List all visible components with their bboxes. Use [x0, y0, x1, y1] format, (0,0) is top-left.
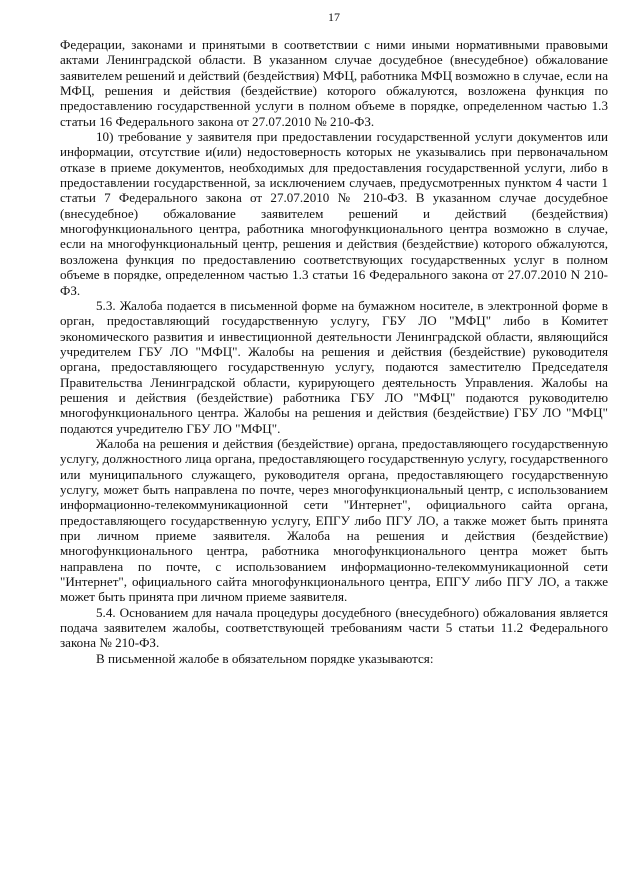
paragraph-continuation: Федерации, законами и принятыми в соответствии с ними иными нормативными правовыми актами Ленинградской области. В указанном случае досудебное (внесудебное) обжалование заявителем решений и действий (бездействия) МФЦ, работника МФЦ возможно в случае, если на МФЦ, решения и действия (бездействие) которого обжалуются, возложена функция по предоставлению государственной услуги в полном объеме в порядке, определенном частью 1.3 статьи 16 Федерального закона от 27.07.2010 № 210-ФЗ. — [60, 37, 608, 129]
paragraph-5-4: 5.4. Основанием для начала процедуры досудебного (внесудебного) обжалования является подача заявителем жалобы, соответствующей требованиям части 5 статьи 11.2 Федерального закона № 210-ФЗ. — [60, 604, 608, 651]
page-number: 17 — [328, 10, 340, 24]
paragraph-complaint-channels: Жалоба на решения и действия (бездействие) органа, предоставляющего государственную услугу, должностного лица органа, предоставляющего государственную услугу, государственного или муниципального служащего, руководителя органа, предоставляющего государственную услугу, может быть направлена по почте, через многофункциональный центр, с использованием информационно-телекоммуникационной сети "Интернет", официального сайта органа, предоставляющего государственную услугу, ЕПГУ либо ПГУ ЛО, а также может быть принята при личном приеме заявителя. Жалоба на решения и действия (бездействие) многофункционального центра, работника многофункционального центра может быть направлена по почте, с использованием информационно-телекоммуникационной сети "Интернет", официального сайта многофункционального центра, ЕПГУ либо ПГУ ЛО, а также может быть принята при личном приеме заявителя. — [60, 435, 608, 605]
paragraph-item-10: 10) требование у заявителя при предоставлении государственной услуги документов или информации, отсутствие и(или) недостоверность которых не указывались при первоначальном отказе в приеме документов, необходимых для предоставления государственной услуги, либо в предоставлении государственной, за исключением случаев, предусмотренных пунктом 4 части 1 статьи 7 Федерального закона от 27.07.2010 № 210-ФЗ. В указанном случае досудебное (внесудебное) обжалование заявителем решений и действий (бездействия) многофункционального центра, работника многофункционального центра возможно в случае, если на многофункциональный центр, решения и действия (бездействие) которого обжалуются, возложена функция по предоставлению соответствующих государственных услуг в полном объеме в порядке, определенном частью 1.3 статьи 16 Федерального закона от 27.07.2010 N 210-ФЗ. — [60, 129, 608, 298]
paragraph-written-complaint: В письменной жалобе в обязательном порядке указываются: — [96, 650, 434, 666]
paragraph-5-3: 5.3. Жалоба подается в письменной форме на бумажном носителе, в электронной форме в орган, предоставляющий государственную услугу, ГБУ ЛО "МФЦ" либо в Комитет экономического развития и инвестиционной деятельности Ленинградской области, являющийся учредителем ГБУ ЛО "МФЦ". Жалобы на решения и действия (бездействие) руководителя органа, предоставляющего государственную услугу, подаются заместителю Председателя Правительства Ленинградской области, курирующего деятельность Управления. Жалобы на решения и действия (бездействие) работника ГБУ ЛО "МФЦ" подаются руководителю многофункционального центра. Жалобы на решения и действия (бездействие) ГБУ ЛО "МФЦ" подаются учредителю ГБУ ЛО "МФЦ". — [60, 297, 608, 436]
